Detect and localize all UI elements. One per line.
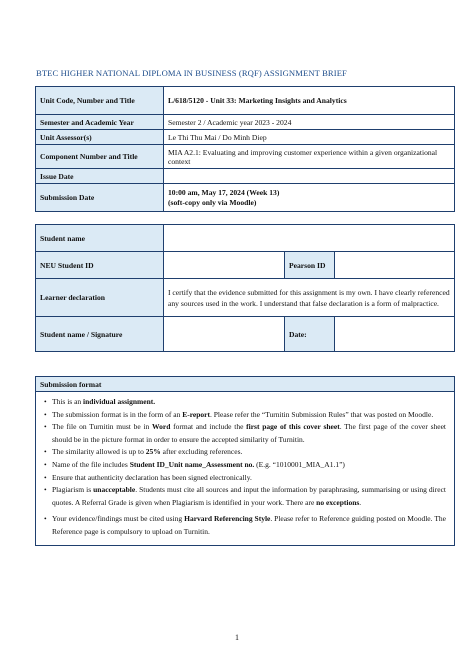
rule-file-name: • Name of the file includes Student ID_Unit name_Assessment no. (E.g. “1010001_MIA_A1.1”) [44,459,446,472]
submission-title-row [36,377,455,392]
bullet-icon: • [44,485,47,495]
submission-date-value [164,184,455,212]
rule-authenticity: • Ensure that authenticity declaration has been signed electronically. [44,472,446,485]
student-name-label: Student name [36,225,164,252]
submission-rules [36,392,455,546]
issue-date-value [164,169,455,184]
pearson-id-field[interactable] [335,252,455,279]
component-value: MIA A2.1: Evaluating and improving customer experience within a given organizational context [164,145,455,169]
submission-date-label: Submission Date [36,184,164,212]
signature-label: Student name / Signature [36,317,164,352]
rule-plagiarism: • Plagiarism is unacceptable. Students must cite all sources and input the information by paraphrasing, summarising or using direct quotes. A Referral Grade is given when Plagiarism is identified in your work. There are no exceptions. [44,484,446,509]
semester-label: Semester and Academic Year [36,115,164,130]
unit-value: L/618/5120 - Unit 33: Marketing Insights and Analytics [164,87,455,115]
brief-row-assessor [36,130,455,145]
rule-ereport: • The submission format is in the form of an E-report. Please refer the “Turnitin Submission Rules” that was posted on Moodle. [44,409,446,422]
assignment-brief-table [35,86,455,212]
brief-row-submission [36,184,455,212]
bullet-icon: • [44,397,47,406]
bullet-icon: • [44,472,47,482]
rule-word-format: • The file on Turnitin must be in Word format and include the first page of this cover sheet. The first page of the cover sheet should be in the picture format in order to ensure the accepted similarity of Turnitin. [44,421,446,446]
brief-row-component [36,145,455,169]
signature-field[interactable] [164,317,285,352]
date-label: Date: [285,317,335,352]
semester-value: Semester 2 / Academic year 2023 - 2024 [164,115,455,130]
submission-date-line1: 10:00 am, May 17, 2024 (Week 13) [168,187,280,197]
declaration-row [36,279,455,317]
bullet-icon: • [44,459,47,469]
assessor-label: Unit Assessor(s) [36,130,164,145]
submission-format-title: Submission format [36,377,455,392]
bullet-icon: • [44,447,47,457]
bullet-icon: • [44,422,47,432]
brief-row-issue [36,169,455,184]
brief-row-unit [36,87,455,115]
submission-body-row [36,392,455,546]
rule-similarity: • The similarity allowed is up to 25% after excluding references. [44,446,446,459]
component-label: Component Number and Title [36,145,164,169]
unit-label: Unit Code, Number and Title [36,87,164,115]
bullet-icon: • [44,514,47,524]
assessor-value: Le Thi Thu Mai / Do Minh Diep [164,130,455,145]
rule-individual: • This is an individual assignment. [44,396,446,409]
bullet-icon: • [44,409,47,419]
page-number: 1 [235,633,239,642]
signature-row [36,317,455,352]
student-info-table [35,224,455,352]
submission-date-line2: (soft-copy only via Moodle) [168,197,257,207]
brief-row-semester [36,115,455,130]
neu-id-field[interactable] [164,252,285,279]
brief-heading: BTEC HIGHER NATIONAL DIPLOMA IN BUSINESS (RQF) ASSIGNMENT BRIEF [36,68,347,78]
declaration-label: Learner declaration [36,279,164,317]
date-field[interactable] [335,317,455,352]
student-name-field[interactable] [164,225,455,252]
neu-id-label: NEU Student ID [36,252,164,279]
pearson-id-label: Pearson ID [285,252,335,279]
declaration-text: I certify that the evidence submitted for this assignment is my own. I have clearly referenced any sources used in the work. I understand that false declaration is a form of malpractice. [164,279,455,317]
submission-format-table [35,376,455,546]
issue-date-label: Issue Date [36,169,164,184]
student-id-row [36,252,455,279]
student-name-row [36,225,455,252]
rule-harvard: • Your evidence/findings must be cited using Harvard Referencing Style. Please refer to Reference guiding posted on Moodle. The Reference page is compulsory to upload on Turnitin. [44,513,446,538]
